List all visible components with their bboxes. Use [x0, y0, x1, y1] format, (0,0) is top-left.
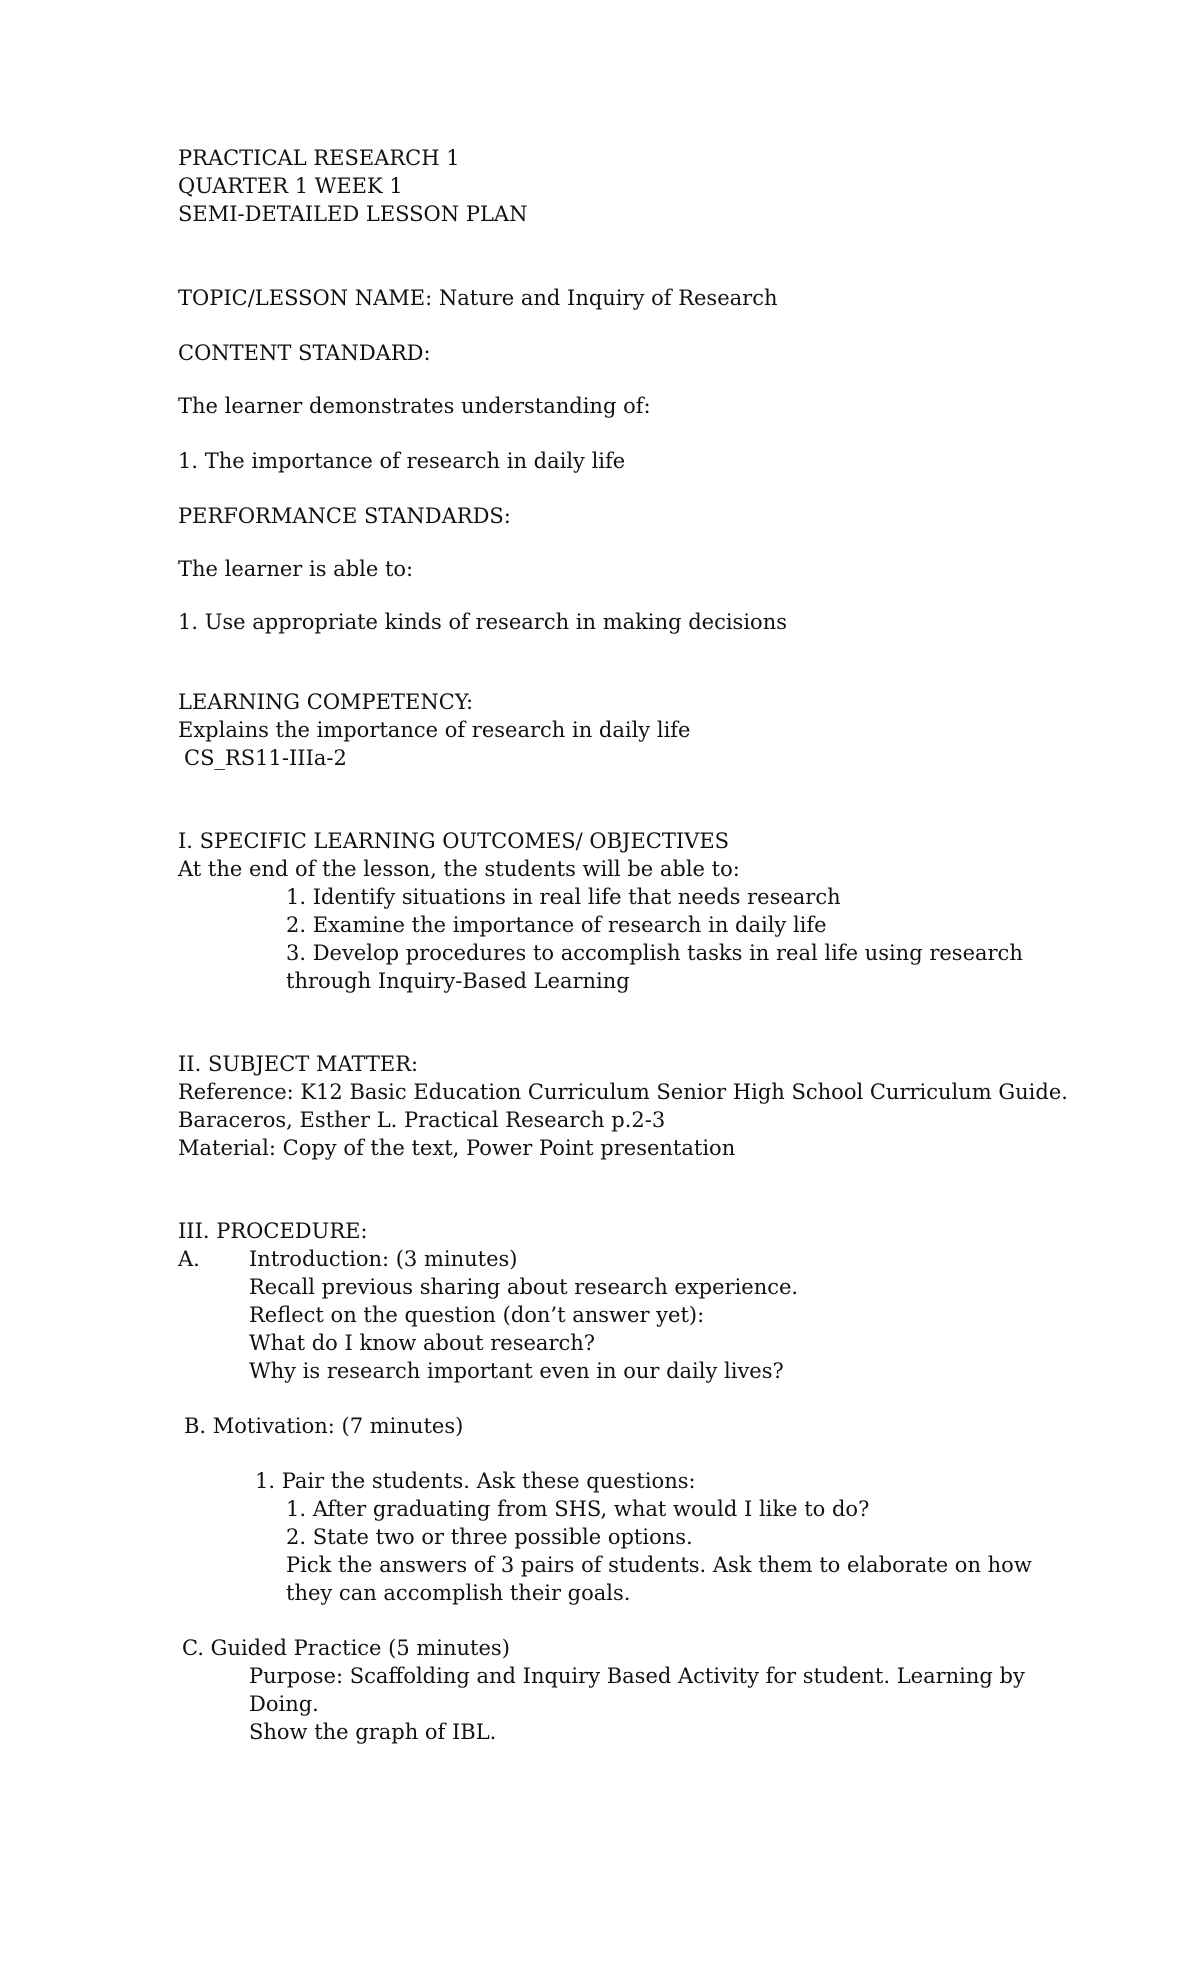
procedure-a-line: Why is research important even in our daily lives? [249, 1359, 784, 1383]
procedure-c-title: C. Guided Practice (5 minutes) [182, 1636, 510, 1660]
learning-competency-code: CS_RS11-IIIa-2 [184, 746, 347, 770]
performance-standards-item: 1. Use appropriate kinds of research in making decisions [178, 610, 787, 634]
subject-matter-material: Material: Copy of the text, Power Point presentation [178, 1136, 736, 1160]
subject-matter-author: Baraceros, Esther L. Practical Research p.2-3 [178, 1108, 666, 1132]
objective-item: 1. Identify situations in real life that needs research [286, 885, 841, 909]
procedure-c-line: Doing. [249, 1692, 319, 1716]
procedure-b-question: 2. State two or three possible options. [286, 1525, 693, 1549]
content-standard-heading: CONTENT STANDARD: [178, 341, 431, 365]
objective-item: 2. Examine the importance of research in daily life [286, 913, 827, 937]
objectives-heading: I. SPECIFIC LEARNING OUTCOMES/ OBJECTIVES [178, 829, 730, 853]
procedure-a-line: Reflect on the question (don’t answer yet): [249, 1303, 705, 1327]
procedure-a-title: Introduction: (3 minutes) [249, 1247, 518, 1271]
topic-line: TOPIC/LESSON NAME: Nature and Inquiry of Research [178, 286, 778, 310]
learning-competency-text: Explains the importance of research in daily life [178, 718, 691, 742]
quarter-week: QUARTER 1 WEEK 1 [178, 174, 403, 198]
performance-standards-heading: PERFORMANCE STANDARDS: [178, 504, 511, 528]
objectives-intro: At the end of the lesson, the students will be able to: [178, 857, 740, 881]
performance-standards-intro: The learner is able to: [178, 557, 414, 581]
procedure-b-followup: Pick the answers of 3 pairs of students. Ask them to elaborate on how [286, 1553, 1032, 1577]
procedure-b-question: 1. After graduating from SHS, what would I like to do? [286, 1497, 870, 1521]
subject-title: PRACTICAL RESEARCH 1 [178, 146, 460, 170]
objective-item-continuation: through Inquiry-Based Learning [286, 969, 630, 993]
procedure-c-line: Show the graph of IBL. [249, 1720, 497, 1744]
objective-item: 3. Develop procedures to accomplish tasks in real life using research [286, 941, 1023, 965]
procedure-b-step: 1. Pair the students. Ask these questions: [255, 1469, 696, 1493]
procedure-c-line: Purpose: Scaffolding and Inquiry Based Activity for student. Learning by [249, 1664, 1025, 1688]
subject-matter-reference: Reference: K12 Basic Education Curriculum Senior High School Curriculum Guide. [178, 1080, 1068, 1104]
procedure-a-line: Recall previous sharing about research experience. [249, 1275, 799, 1299]
procedure-heading: III. PROCEDURE: [178, 1219, 368, 1243]
content-standard-intro: The learner demonstrates understanding of: [178, 394, 651, 418]
procedure-a-label: A. [178, 1247, 200, 1271]
plan-type: SEMI-DETAILED LESSON PLAN [178, 202, 528, 226]
content-standard-item: 1. The importance of research in daily life [178, 449, 626, 473]
procedure-a-line: What do I know about research? [249, 1331, 596, 1355]
learning-competency-heading: LEARNING COMPETENCY: [178, 690, 474, 714]
procedure-b-title: B. Motivation: (7 minutes) [184, 1414, 464, 1438]
subject-matter-heading: II. SUBJECT MATTER: [178, 1052, 419, 1076]
procedure-b-followup: they can accomplish their goals. [286, 1581, 631, 1605]
